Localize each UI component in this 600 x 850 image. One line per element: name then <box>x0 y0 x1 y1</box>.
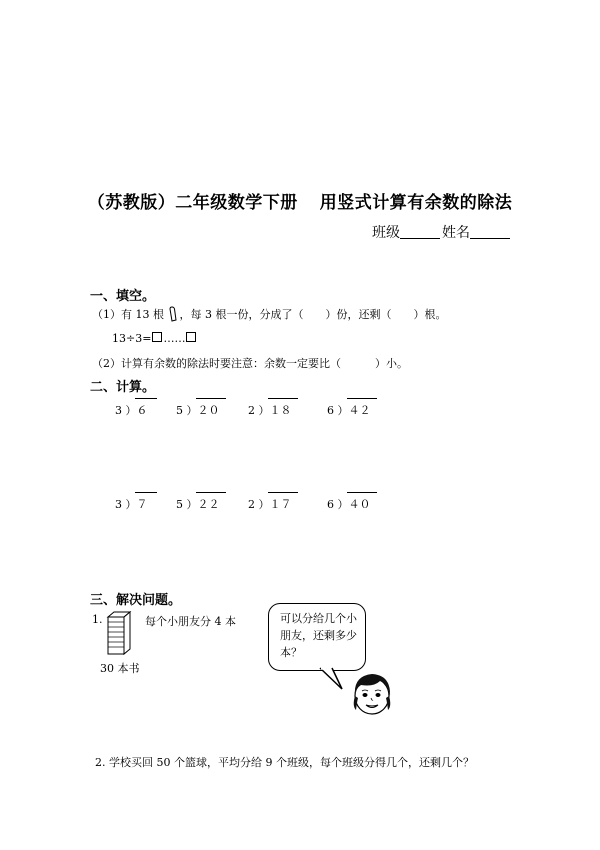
division-problem: 2 ）１７ <box>248 496 292 512</box>
division-problem: 5 ）２２ <box>176 496 220 512</box>
divisor: 2 <box>248 498 255 511</box>
q1-middle2: ）份，还剩（ <box>325 308 392 321</box>
q1-middle: ，每 3 根一份，分成了（ <box>179 308 304 321</box>
section1-q1 <box>92 306 447 322</box>
section3-q2: 2. 学校买回 50 个篮球，平均分给 9 个班级，每个班级分得几个，还剩几个？ <box>95 756 474 769</box>
division-problem: 6 ）４０ <box>327 496 371 512</box>
divisor: 5 <box>176 498 183 511</box>
book-stack-icon <box>106 610 132 656</box>
section1-equation <box>112 332 197 345</box>
speech-bubble-tail <box>318 667 348 691</box>
division-problem: 3 ）６ <box>115 402 148 418</box>
dividend: ２０ <box>197 404 220 417</box>
dividend: ４２ <box>348 404 371 417</box>
dividend: ６ <box>136 404 148 417</box>
section3-heading: 三、解决问题。 <box>90 593 182 608</box>
equation-dots: …… <box>163 332 186 345</box>
dividend: ７ <box>136 498 148 511</box>
class-blank[interactable] <box>400 224 440 239</box>
divisor: 6 <box>327 498 334 511</box>
divisor: 6 <box>327 404 334 417</box>
title-left: （苏教版）二年级数学下册 <box>87 193 298 213</box>
dividend: １７ <box>269 498 292 511</box>
q1-text: 每个小朋友分 4 本 <box>145 615 236 628</box>
class-label: 班级 <box>372 225 400 241</box>
section1-heading: 一、填空。 <box>90 289 156 304</box>
divisor: 3 <box>115 404 122 417</box>
page-title <box>0 188 600 213</box>
q1-prefix: （1）有 13 根 <box>92 308 164 321</box>
q2-text: （2）计算有余数的除法时要注意：余数一定要比（ <box>92 357 341 370</box>
divisor: 5 <box>176 404 183 417</box>
class-name-line <box>372 222 512 242</box>
section1-q2 <box>92 355 408 371</box>
dividend: ２２ <box>197 498 220 511</box>
stick-icon <box>168 306 180 322</box>
name-label: 姓名 <box>442 225 470 241</box>
dividend: ４０ <box>348 498 371 511</box>
q1-number: 1. <box>92 613 103 626</box>
divisor: 2 <box>248 404 255 417</box>
books-label: 30 本书 <box>100 662 140 675</box>
q2-end: ）小。 <box>375 357 408 370</box>
quotient-box[interactable] <box>152 332 162 342</box>
title-right: 用竖式计算有余数的除法 <box>319 193 513 213</box>
remainder-box[interactable] <box>186 332 196 342</box>
name-blank[interactable] <box>470 224 510 239</box>
speech-bubble-text: 可以分给几个小朋友，还剩多少本？ <box>280 612 357 659</box>
dividend: １８ <box>269 404 292 417</box>
girl-face-icon <box>346 670 398 718</box>
division-problem: 2 ）１８ <box>248 402 292 418</box>
division-problem: 5 ）２０ <box>176 402 220 418</box>
divisor: 3 <box>115 498 122 511</box>
division-problem: 3 ）７ <box>115 496 148 512</box>
q1-end: ）根。 <box>413 308 447 321</box>
division-problem: 6 ）４２ <box>327 402 371 418</box>
section2-heading: 二、计算。 <box>90 380 156 395</box>
equation-left: 13÷3= <box>112 332 152 345</box>
